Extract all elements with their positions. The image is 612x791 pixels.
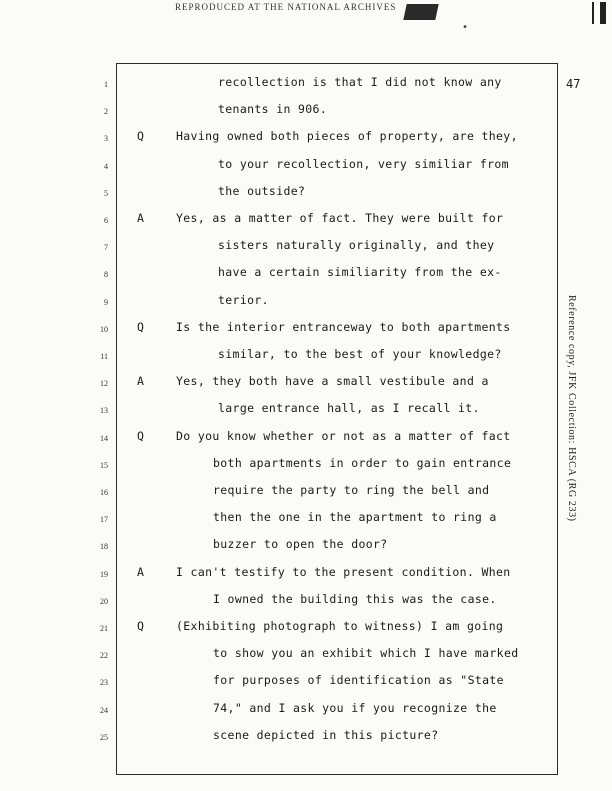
transcript-line (0, 344, 612, 368)
line-number: 24 (100, 705, 108, 715)
stamp-dot: • (462, 22, 469, 33)
line-text: require the party to ring the bell and (213, 483, 490, 497)
transcript-line (0, 235, 612, 259)
archives-stamp: REPRODUCED AT THE NATIONAL ARCHIVES (175, 2, 397, 12)
line-text: large entrance hall, as I recall it. (218, 401, 480, 416)
transcript-line (0, 371, 612, 395)
transcript-line (0, 670, 612, 694)
transcript-line (0, 480, 612, 504)
transcript-line (0, 290, 612, 314)
line-number: 13 (100, 406, 108, 416)
line-number: 6 (104, 216, 108, 225)
reference-copy-note: Reference copy, JFK Collection: HSCA (RG 233) (566, 295, 577, 522)
speaker-label: A (137, 374, 144, 389)
line-text: for purposes of identification as "State (213, 673, 504, 688)
line-text: to your recollection, very similiar from (218, 156, 509, 171)
transcript-line (0, 154, 612, 178)
transcript-line (0, 72, 612, 96)
line-number: 12 (100, 379, 108, 389)
transcript-line (0, 643, 612, 667)
speaker-label: A (137, 564, 144, 579)
line-text: then the one in the apartment to ring a (213, 510, 497, 525)
line-text: Do you know whether or not as a matter of fact (176, 428, 511, 443)
line-text: have a certain similiarity from the ex- (218, 265, 502, 280)
transcript-line (0, 262, 612, 286)
transcript-line (0, 208, 612, 232)
transcript-line (0, 725, 612, 749)
transcript-line (0, 534, 612, 558)
line-number: 22 (100, 651, 108, 661)
transcript-line (0, 181, 612, 205)
line-number: 19 (100, 569, 108, 579)
line-number: 15 (100, 460, 108, 470)
line-number: 10 (100, 324, 108, 334)
page-number: 47 (566, 77, 581, 91)
speaker-label: A (137, 211, 144, 225)
transcript-line (0, 426, 612, 450)
transcript-line (0, 453, 612, 477)
transcript-line (0, 562, 612, 586)
transcript-line (0, 126, 612, 150)
transcript-line (0, 398, 612, 422)
line-text: the outside? (218, 183, 306, 198)
line-text: Is the interior entranceway to both apartments (176, 319, 511, 334)
speaker-label: Q (137, 319, 144, 334)
binding-mark (592, 2, 606, 24)
line-text: Yes, they both have a small vestibule and a (176, 374, 489, 389)
line-text: buzzer to open the door? (213, 537, 388, 552)
line-number: 7 (104, 243, 108, 253)
line-text: Having owned both pieces of property, are they, (176, 129, 518, 144)
speaker-label: Q (137, 619, 144, 633)
line-text: sisters naturally originally, and they (218, 238, 495, 253)
transcript-line (0, 317, 612, 341)
line-number: 1 (104, 80, 108, 89)
line-text: (Exhibiting photograph to witness) I am going (176, 619, 504, 633)
line-number: 11 (100, 352, 108, 361)
line-text: similar, to the best of your knowledge? (218, 347, 502, 361)
line-text: both apartments in order to gain entrance (213, 455, 512, 470)
line-number: 14 (100, 433, 108, 443)
line-number: 17 (100, 515, 108, 525)
line-number: 9 (104, 297, 108, 307)
line-text: Yes, as a matter of fact. They were built for (176, 211, 504, 225)
line-text: I owned the building this was the case. (213, 591, 497, 606)
line-number: 4 (104, 161, 108, 171)
line-number: 21 (100, 624, 108, 633)
line-text: terior. (218, 292, 269, 307)
line-number: 5 (104, 188, 108, 198)
line-text: recollection is that I did not know any (218, 75, 502, 89)
speaker-label: Q (137, 428, 144, 443)
transcript-line (0, 589, 612, 613)
line-number: 3 (104, 134, 108, 144)
stamp-smudge (403, 4, 438, 20)
transcript-line (0, 99, 612, 123)
line-text: tenants in 906. (218, 102, 328, 117)
line-number: 2 (104, 107, 108, 117)
line-number: 18 (100, 542, 108, 552)
line-text: scene depicted in this picture? (213, 727, 439, 742)
line-number: 16 (100, 488, 108, 497)
line-number: 8 (104, 270, 108, 280)
transcript-line (0, 616, 612, 640)
transcript-line (0, 698, 612, 722)
line-number: 20 (100, 596, 108, 606)
speaker-label: Q (137, 129, 144, 144)
line-number: 23 (100, 678, 108, 688)
transcript-line (0, 507, 612, 531)
line-text: 74," and I ask you if you recognize the (213, 700, 497, 715)
line-number: 25 (100, 732, 108, 742)
line-text: to show you an exhibit which I have marked (213, 646, 519, 661)
line-text: I can't testify to the present condition. When (176, 564, 511, 579)
